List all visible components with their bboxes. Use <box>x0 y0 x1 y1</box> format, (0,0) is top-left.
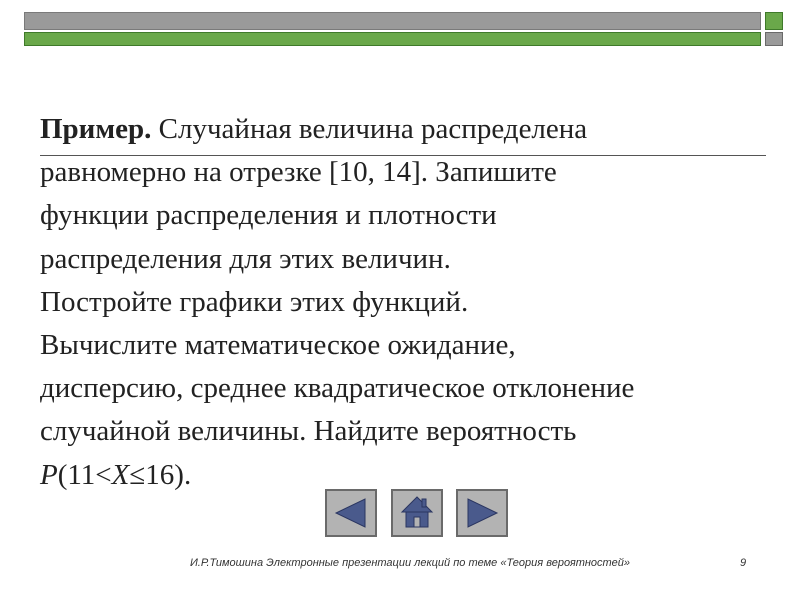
home-button[interactable] <box>391 489 443 537</box>
page-number: 9 <box>740 557 747 569</box>
body-line-8: случайной величины. Найдите вероятность <box>40 415 577 448</box>
body-line-1 <box>40 108 780 151</box>
body-line-3: функции распределения и плотности <box>40 199 497 232</box>
header-bar-green <box>24 32 761 46</box>
slide-body <box>40 108 780 497</box>
formula-x: X <box>111 458 130 491</box>
forward-arrow-icon <box>462 496 502 530</box>
body-line-4: распределения для этих величин. <box>40 242 451 275</box>
footer-credit: И.Р.Тимошина Электронные презентации лекций по теме «Теория вероятностей» <box>189 557 631 569</box>
home-icon <box>398 495 436 531</box>
back-button[interactable] <box>325 489 377 537</box>
forward-button[interactable] <box>456 489 508 537</box>
header-square-gray <box>765 32 783 46</box>
header-square-green <box>765 12 783 30</box>
back-arrow-icon <box>331 496 371 530</box>
body-line-1-text: Случайная величина распределена <box>151 113 588 145</box>
formula-p: P <box>40 458 58 491</box>
formula-open: (11< <box>57 458 112 491</box>
header-bar-gray <box>24 12 761 30</box>
example-heading: Пример. <box>40 113 152 145</box>
body-line-7: дисперсию, среднее квадратическое отклонение <box>40 372 635 405</box>
body-line-6: Вычислите математическое ожидание, <box>40 329 516 362</box>
body-line-2: равномерно на отрезке [10, 14]. Запишите <box>40 156 557 189</box>
formula-close: ≤16). <box>129 458 192 491</box>
body-line-5: Постройте графики этих функций. <box>40 285 469 318</box>
